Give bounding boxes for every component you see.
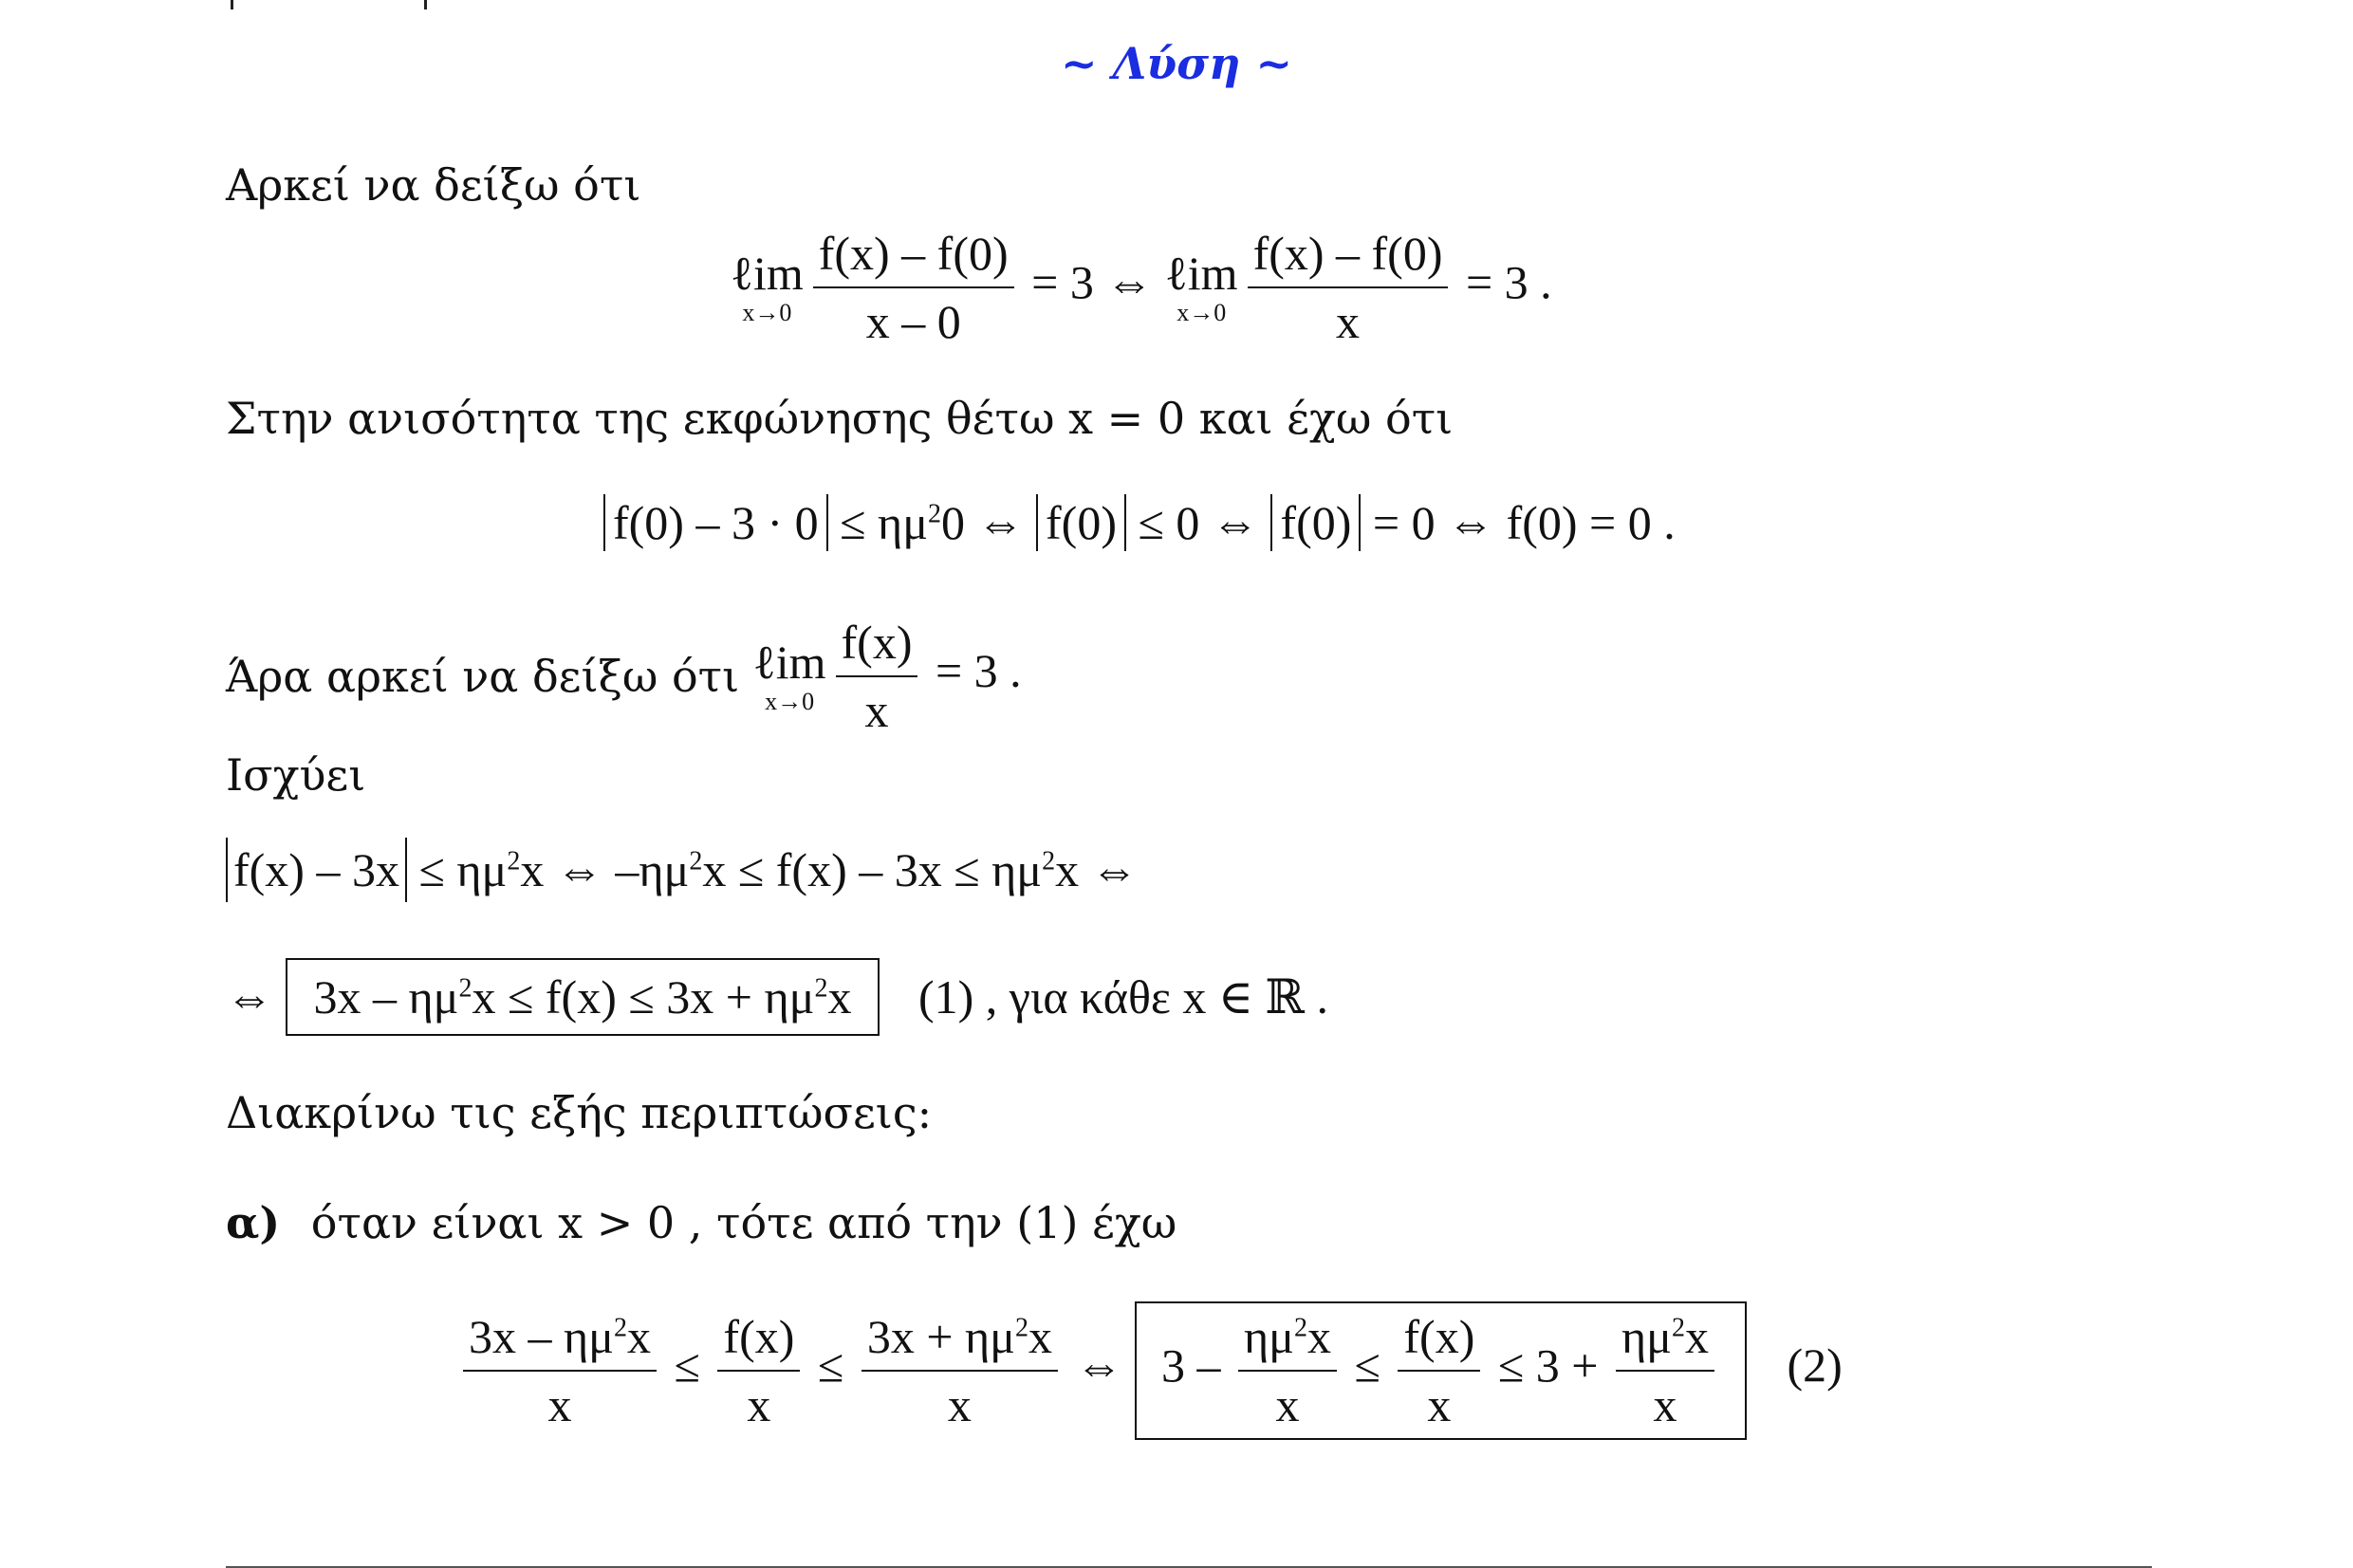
eq5-post: (1) , για κάθε x ∈ ℝ . [917,970,1328,1024]
text-line-3: Άρα αρκεί να δείξω ότι ℓim x→0 $\frac{f(x)}{x}$ = 3 . [226,616,1022,737]
boxed-inequality-1: $3x - \eta\mu^2x \le f(x) \le 3x + \eta\mu^2x$ [286,958,880,1036]
fraction-2: $\frac{f(x) - f(0)}{x}$ [1248,226,1449,349]
equation-4: $f(x) - 3x \le \eta\mu^2x$ ⇔ $-\eta\mu^2x \le f(x) - 3x \le \eta\mu^2x$ ⇔ [226,842,1139,897]
equation-tag-2: (2) [1787,1338,1843,1393]
equation-3: ℓim x→0 $\frac{f(x)}{x}$ = 3 . [752,616,1022,737]
fraction-6f: $\frac{\eta\mu^2x}{x}$ [1616,1309,1714,1432]
eq1-end: = 3 . [1465,255,1552,309]
text-line-5: Διακρίνω τις εξής περιπτώσεις: [226,1087,933,1138]
fraction-6d: $\frac{\eta\mu^2x}{x}$ [1238,1309,1337,1432]
limit-3: ℓim x→0 [752,636,826,715]
top-mark-left [231,0,233,9]
text-line-4: Ισχύει [226,749,366,801]
fraction-6a: $\frac{3x - \eta\mu^2x}{x}$ [463,1309,657,1432]
equation-6: $\frac{3x - \eta\mu^2x}{x}$ ≤ $\frac{f(x)}{x}$ ≤ $\frac{3x + \eta\mu^2x}{x}$ ⇔ 3 – $\frac{\eta\mu^2x}{x}$ ≤ $\frac{f(x)}{x}$ ≤ 3 + $\frac{\eta\mu^2x}{x}$ (2) [457,1301,1843,1440]
equation-5: ⇔ $3x - \eta\mu^2x \le f(x) \le 3x + \eta\mu^2x$ (1) , για κάθε x ∈ ℝ . [226,958,1328,1036]
solution-title: ~ Λύση ~ [1060,38,1293,89]
fraction-3: $\frac{f(x)}{x}$ [836,615,918,738]
text-line-6: α) όταν είναι x > 0 , τότε από την (1) έχω [226,1197,1177,1248]
equation-1 [731,226,1552,349]
abs-1: f(0) – 3 · 0 [603,494,828,551]
fraction-1: $\frac{f(x) - f(0)}{x - 0}$ [813,226,1014,349]
equation-2: $f(0) - 3 \cdot 0 \le \eta\mu^20$ ⇔ f(0) ≤ 0 ⇔ f(0) = 0 ⇔ f(0) = 0 . [603,495,1676,550]
case-label-a: α) [226,1197,281,1248]
text-line-2: Στην ανισότητα της εκφώνησης θέτω x = 0 και έχω ότι [226,393,1454,444]
fraction-6b: $\frac{f(x)}{x}$ [717,1309,800,1432]
abs-3: f(0) [1270,494,1361,551]
boxed-inequality-2: 3 – $\frac{\eta\mu^2x}{x}$ ≤ $\frac{f(x)}{x}$ ≤ 3 + $\frac{\eta\mu^2x}{x}$ [1135,1301,1747,1440]
limit-2: ℓim x→0 [1164,247,1238,326]
fraction-6e: $\frac{f(x)}{x}$ [1398,1309,1480,1432]
abs-2: f(0) [1036,494,1126,551]
eq1-middle: = 3 ⇔ [1031,255,1154,309]
text-line-1: Αρκεί να δείξω ότι [226,159,641,211]
abs-4: f(x) – 3x [226,838,407,902]
fraction-6c: $\frac{3x + \eta\mu^2x}{x}$ [862,1309,1058,1432]
top-mark-right [424,0,427,9]
limit-1: ℓim x→0 [731,247,804,326]
